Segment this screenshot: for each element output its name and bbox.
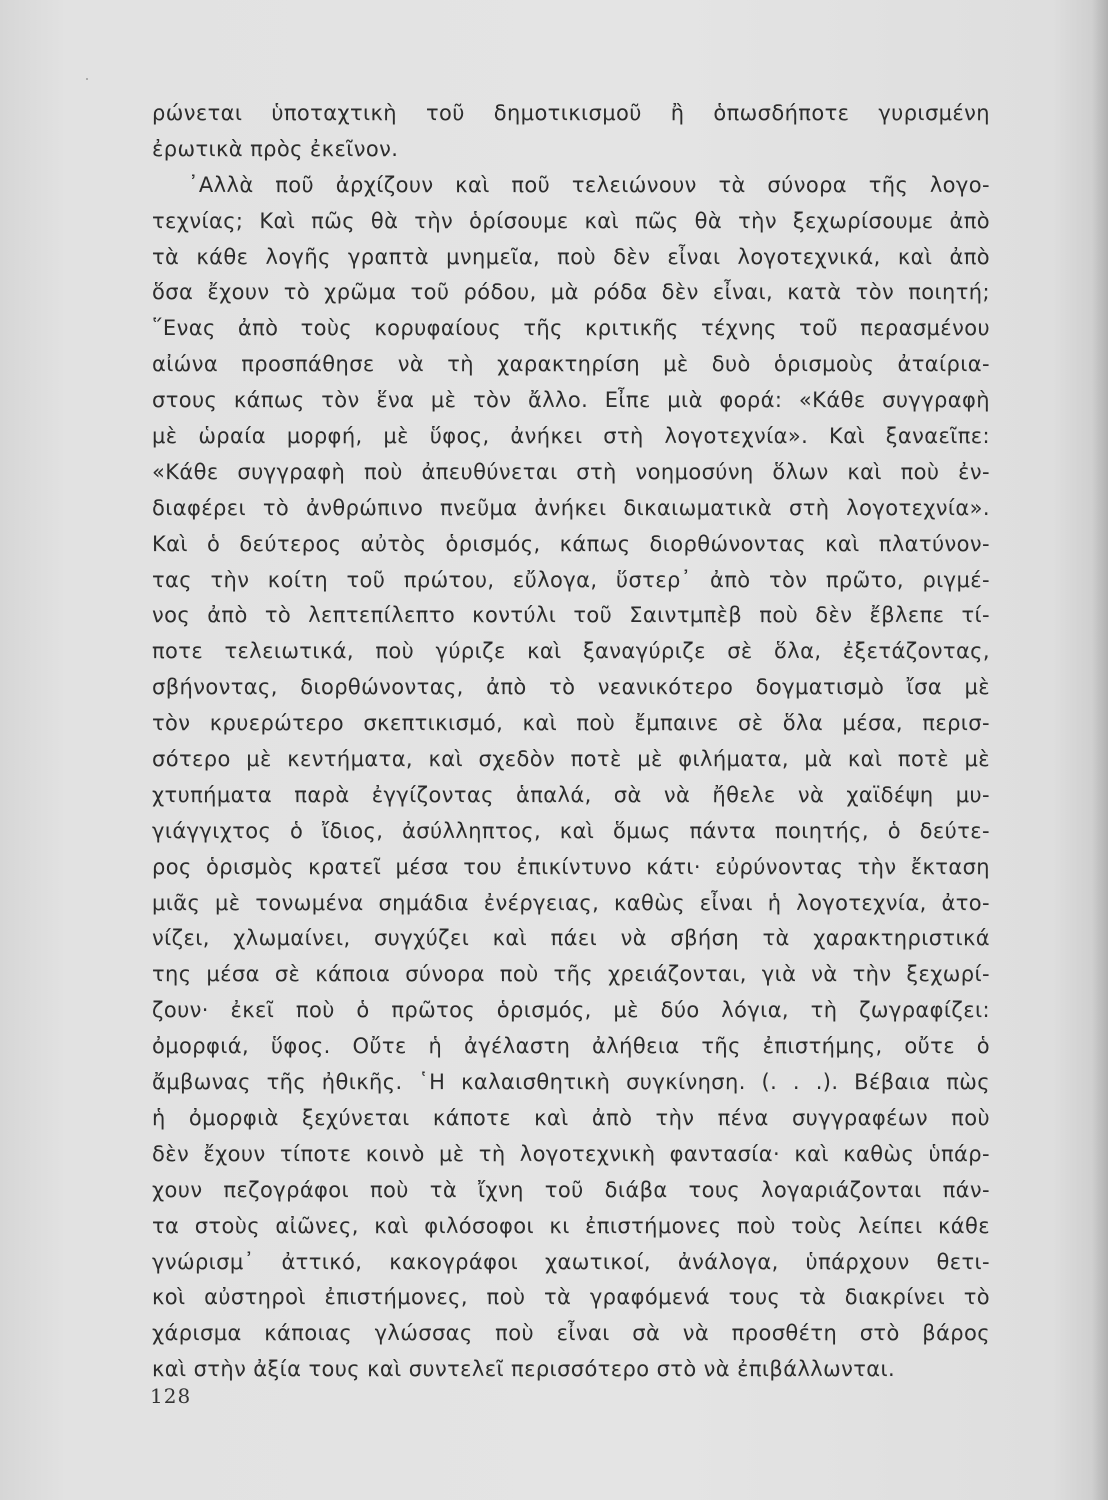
text-line: στους κάπως τὸν ἕνα μὲ τὸν ἄλλο. Εἶπε μιὰ φορά: «Κάθε συγγραφὴ <box>152 388 990 413</box>
text-line: δὲν ἔχουν τίποτε κοινὸ μὲ τὴ λογοτεχνικὴ φαντασία· καὶ καθὼς ὑπάρ- <box>152 1141 990 1166</box>
text-line: τεχνίας; Καὶ πῶς θὰ τὴν ὁρίσουμε καὶ πῶς θὰ τὴν ξεχωρίσουμε ἀπὸ <box>152 208 990 233</box>
text-line: ἄμβωνας τῆς ἠθικῆς. ῾Η καλαισθητικὴ συγκίνηση. (. . .). Βέβαια πὼς <box>152 1070 990 1095</box>
text-line: «Κάθε συγγραφὴ ποὺ ἀπευθύνεται στὴ νοημοσύνη ὅλων καὶ ποὺ ἐν- <box>152 459 990 484</box>
text-line: ἐρωτικὰ πρὸς ἐκεῖνον. <box>152 136 399 161</box>
text-line: μιᾶς μὲ τονωμένα σημάδια ἐνέργειας, καθὼς εἶναι ἡ λογοτεχνία, ἀτο- <box>152 890 990 915</box>
text-line: καὶ στὴν ἀξία τους καὶ συντελεῖ περισσότερο στὸ νὰ ἐπιβάλλωνται. <box>152 1357 896 1382</box>
text-line: χάρισμα κάποιας γλώσσας ποὺ εἶναι σὰ νὰ προσθέτη στὸ βάρος <box>152 1321 990 1346</box>
text-line: αἰώνα προσπάθησε νὰ τὴ χαρακτηρίση μὲ δυὸ ὁρισμοὺς ἀταίρια- <box>152 352 990 377</box>
page-edge-shadow <box>1092 0 1108 1500</box>
text-line: χουν πεζογράφοι ποὺ τὰ ἴχνη τοῦ διάβα τους λογαριάζονται πάν- <box>152 1177 990 1202</box>
text-line: ὅσα ἔχουν τὸ χρῶμα τοῦ ρόδου, μὰ ρόδα δὲν εἶναι, κατὰ τὸν ποιητή; <box>152 280 990 305</box>
text-line: ποτε τελειωτικά, ποὺ γύριζε καὶ ξαναγύριζε σὲ ὅλα, ἐξετάζοντας, <box>152 639 990 664</box>
text-line: ρώνεται ὑποταχτικὴ τοῦ δημοτικισμοῦ ἢ ὁπωσδήποτε γυρισμένη <box>152 101 990 125</box>
text-line: γιάγγιχτος ὁ ἴδιος, ἀσύλληπτος, καὶ ὅμως πάντα ποιητής, ὁ δεύτε- <box>152 818 990 843</box>
text-line: Καὶ ὁ δεύτερος αὐτὸς ὁρισμός, κάπως διορθώνοντας καὶ πλατύνον- <box>152 531 990 556</box>
text-line: τας τὴν κοίτη τοῦ πρώτου, εὔλογα, ὕστερ᾿ ἀπὸ τὸν πρῶτο, ριγμέ- <box>152 567 990 592</box>
text-line: ὀμορφιά, ὕφος. Οὔτε ἡ ἀγέλαστη ἀλήθεια τῆς ἐπιστήμης, οὔτε ὁ <box>152 1034 990 1059</box>
text-line: χτυπήματα παρὰ ἐγγίζοντας ἁπαλά, σὰ νὰ ἤθελε νὰ χαϊδέψη μυ- <box>152 782 990 807</box>
text-line: ῞Ενας ἀπὸ τοὺς κορυφαίους τῆς κριτικῆς τέχνης τοῦ περασμένου <box>152 316 990 341</box>
text-line: τὰ κάθε λογῆς γραπτὰ μνημεῖα, ποὺ δὲν εἶναι λογοτεχνικά, καὶ ἀπὸ <box>152 244 990 269</box>
page-number: 128 <box>150 1384 192 1408</box>
body-text <box>152 96 990 1388</box>
text-line: μὲ ὡραία μορφή, μὲ ὕφος, ἀνήκει στὴ λογοτεχνία». Καὶ ξαναεῖπε: <box>152 424 990 449</box>
text-line: διαφέρει τὸ ἀνθρώπινο πνεῦμα ἀνήκει δικαιωματικὰ στὴ λογοτεχνία». <box>152 495 990 520</box>
text-line: τα στοὺς αἰῶνες, καὶ φιλόσοφοι κι ἐπιστήμονες ποὺ τοὺς λείπει κάθε <box>152 1213 990 1238</box>
text-line: ἡ ὀμορφιὰ ξεχύνεται κάποτε καὶ ἀπὸ τὴν πένα συγγραφέων ποὺ <box>152 1105 990 1130</box>
text-line: ᾿Αλλὰ ποῦ ἀρχίζουν καὶ ποῦ τελειώνουν τὰ σύνορα τῆς λογο- <box>188 172 990 197</box>
text-line: γνώρισμ᾿ ἀττικό, κακογράφοι χαωτικοί, ἀνάλογα, ὑπάρχουν θετι- <box>152 1249 990 1274</box>
paper-speck <box>86 78 88 80</box>
text-line: ρος ὁρισμὸς κρατεῖ μέσα του ἐπικίντυνο κάτι· εὐρύνοντας τὴν ἔκταση <box>152 854 990 879</box>
text-line: νίζει, χλωμαίνει, συγχύζει καὶ πάει νὰ σβήση τὰ χαρακτηριστικά <box>152 926 990 951</box>
text-line: κοὶ αὐστηροὶ ἐπιστήμονες, ποὺ τὰ γραφόμενά τους τὰ διακρίνει τὸ <box>152 1285 990 1310</box>
text-line: τὸν κρυερώτερο σκεπτικισμό, καὶ ποὺ ἔμπαινε σὲ ὅλα μέσα, περισ- <box>152 711 990 736</box>
text-line: σότερο μὲ κεντήματα, καὶ σχεδὸν ποτὲ μὲ φιλήματα, μὰ καὶ ποτὲ μὲ <box>152 747 990 772</box>
text-line: ζουν· ἐκεῖ ποὺ ὁ πρῶτος ὁρισμός, μὲ δύο λόγια, τὴ ζωγραφίζει: <box>152 998 990 1023</box>
text-line: σβήνοντας, διορθώνοντας, ἀπὸ τὸ νεανικότερο δογματισμὸ ἴσα μὲ <box>152 675 990 700</box>
text-line: νος ἀπὸ τὸ λεπτεπίλεπτο κοντύλι τοῦ Σαιντμπὲβ ποὺ δὲν ἔβλεπε τί- <box>152 603 990 628</box>
text-line: της μέσα σὲ κάποια σύνορα ποὺ τῆς χρειάζονται, γιὰ νὰ τὴν ξεχωρί- <box>152 962 990 987</box>
